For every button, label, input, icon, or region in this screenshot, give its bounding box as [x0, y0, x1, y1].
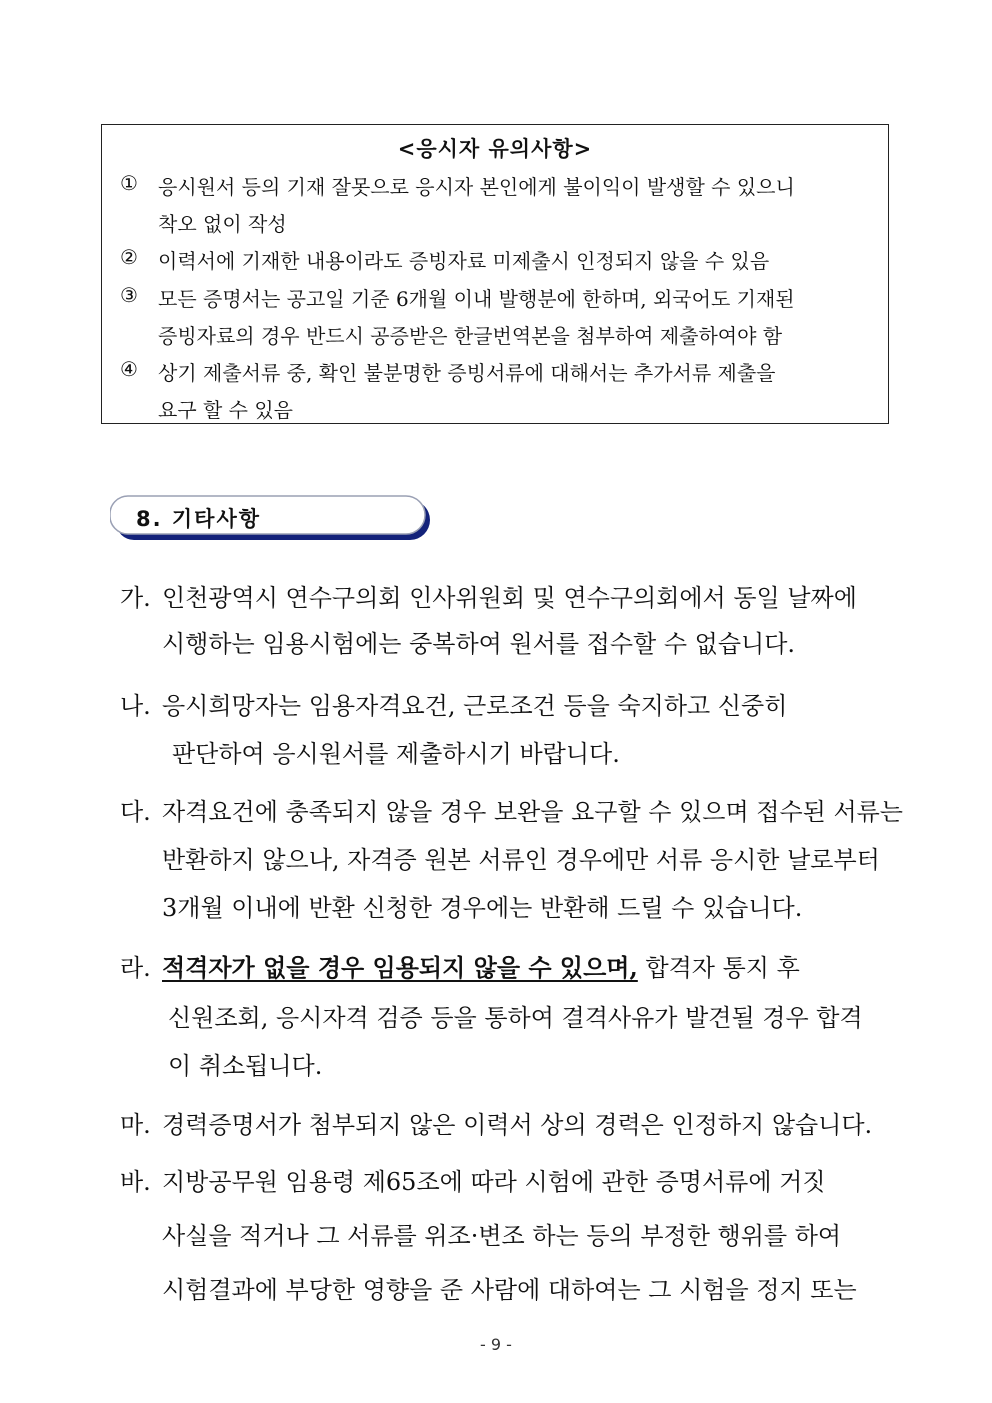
paragraph-marker: 바. — [120, 1168, 151, 1196]
paragraph-line: 3개월 이내에 반환 신청한 경우에는 반환해 드릴 수 있습니다. — [162, 894, 803, 922]
notice-item-text: 이력서에 기재한 내용이라도 증빙자료 미제출시 인정되지 않을 수 있음 — [158, 249, 770, 273]
paragraph-line: 인천광역시 연수구의회 인사위원회 및 연수구의회에서 동일 날짜에 — [162, 584, 857, 612]
page-number: - 9 - — [480, 1335, 512, 1354]
emphasized-text: 적격자가 없을 경우 임용되지 않을 수 있으며, — [162, 953, 638, 982]
paragraph-line: 시험결과에 부당한 영향을 준 사람에 대하여는 그 시험을 정지 또는 — [162, 1276, 857, 1304]
paragraph-marker: 라. — [120, 954, 151, 982]
paragraph-line: 경력증명서가 첨부되지 않은 이력서 상의 경력은 인정하지 않습니다. — [162, 1111, 873, 1139]
notice-item-text: 상기 제출서류 중, 확인 불분명한 증빙서류에 대해서는 추가서류 제출을 — [158, 361, 776, 385]
paragraph-line: 사실을 적거나 그 서류를 위조·변조 하는 등의 부정한 행위를 하여 — [162, 1222, 842, 1250]
notice-item-number: ③ — [120, 283, 138, 307]
notice-item-text: 착오 없이 작성 — [158, 212, 287, 236]
notice-item-text: 증빙자료의 경우 반드시 공증받은 한글번역본을 첨부하여 제출하여야 함 — [158, 324, 783, 348]
paragraph-marker: 마. — [120, 1111, 151, 1139]
paragraph-line: 응시희망자는 임용자격요건, 근로조건 등을 숙지하고 신중히 — [162, 692, 788, 720]
notice-item-text: 응시원서 등의 기재 잘못으로 응시자 본인에게 불이익이 발생할 수 있으니 — [158, 175, 795, 199]
paragraph-marker: 가. — [120, 584, 151, 612]
paragraph-line: 반환하지 않으나, 자격증 원본 서류인 경우에만 서류 응시한 날로부터 — [162, 846, 880, 874]
paragraph-marker: 다. — [120, 798, 151, 826]
paragraph-line: 시행하는 임용시험에는 중복하여 원서를 접수할 수 없습니다. — [162, 630, 796, 658]
notice-item-number: ④ — [120, 357, 138, 381]
paragraph-line: 이 취소됩니다. — [168, 1052, 323, 1080]
section-title: 8. 기타사항 — [136, 507, 262, 531]
notice-item-number: ① — [120, 171, 138, 195]
notice-item-text: 모든 증명서는 공고일 기준 6개월 이내 발행분에 한하며, 외국어도 기재된 — [158, 287, 795, 311]
paragraph-line: 자격요건에 충족되지 않을 경우 보완을 요구할 수 있으며 접수된 서류는 — [162, 798, 903, 826]
paragraph-line: 신원조회, 응시자격 검증 등을 통하여 결격사유가 발견될 경우 합격 — [168, 1004, 863, 1032]
paragraph-marker: 나. — [120, 692, 151, 720]
paragraph-line: 지방공무원 임용령 제65조에 따라 시험에 관한 증명서류에 거짓 — [162, 1168, 826, 1196]
paragraph-line — [162, 948, 800, 983]
notice-box — [101, 124, 889, 424]
notice-title: <응시자 유의사항> — [397, 136, 593, 161]
section-header — [110, 494, 430, 542]
notice-item-number: ② — [120, 245, 138, 269]
notice-item-text: 요구 할 수 있음 — [158, 398, 293, 422]
paragraph-text: 합격자 통지 후 — [637, 954, 800, 982]
paragraph-line: 판단하여 응시원서를 제출하시기 바랍니다. — [172, 740, 620, 768]
